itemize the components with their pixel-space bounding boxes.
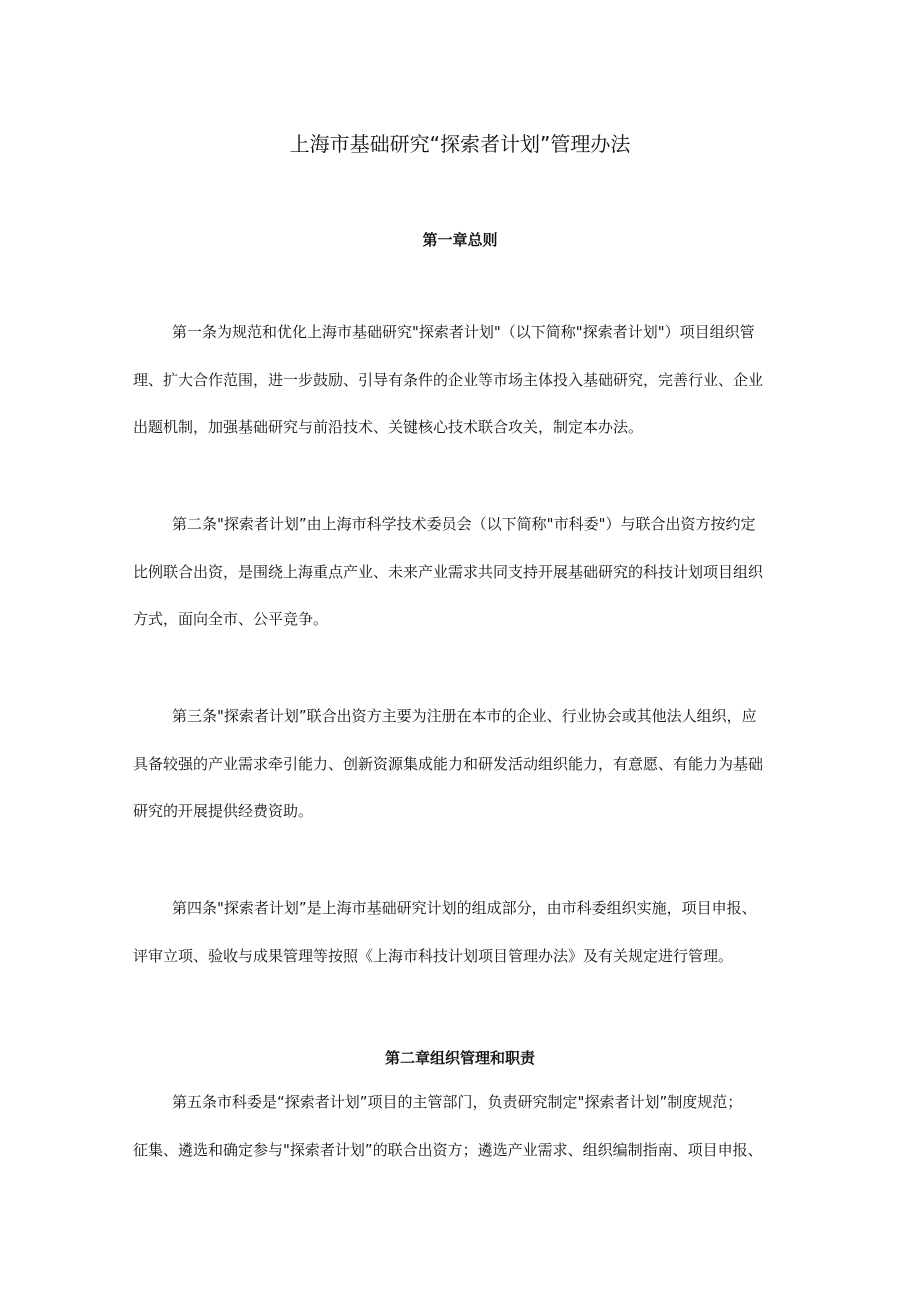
- article-1-line-1: 第一条为规范和优化上海市基础研究"探索者计划"（以下简称"探索者计划"）项目组织管: [172, 323, 755, 341]
- chapter-heading-2: 第二章组织管理和职责: [384, 1049, 535, 1067]
- article-4: [133, 885, 788, 980]
- article-2-line-3: 方式，面向全市、公平竞争。: [133, 610, 329, 628]
- chapter-heading-1: 第一章总则: [422, 231, 498, 249]
- article-3: [133, 693, 788, 836]
- article-1: [133, 309, 788, 452]
- article-3-line-1: 第三条"探索者计划”联合出资方主要为注册在本市的企业、行业协会或其他法人组织，应: [172, 707, 757, 725]
- article-5-line-2: 征集、遴选和确定参与"探索者计划”的联合出资方；遴选产业需求、组织编制指南、项目申报、: [133, 1140, 763, 1159]
- article-5-line-1: 第五条市科委是“探索者计划”项目的主管部门，负责研究制定"探索者计划”制度规范；: [172, 1093, 743, 1111]
- article-2-line-1: 第二条"探索者计划”由上海市科学技术委员会（以下简称"市科委"）与联合出资方按约定: [172, 515, 756, 533]
- article-2-line-2: 比例联合出资，是围绕上海重点产业、未来产业需求共同支持开展基础研究的科技计划项目组织: [133, 562, 764, 581]
- article-2: [133, 501, 788, 644]
- article-5: [133, 1079, 788, 1174]
- document-title: 上海市基础研究“探索者计划”管理办法: [289, 132, 631, 156]
- article-1-line-3: 出题机制，加强基础研究与前沿技术、关键核心技术联合攻关，制定本办法。: [133, 418, 644, 436]
- article-1-line-2: 理、扩大合作范围，进一步鼓励、引导有条件的企业等市场主体投入基础研究，完善行业、企业: [133, 370, 764, 389]
- article-4-line-1: 第四条"探索者计划”是上海市基础研究计划的组成部分，由市科委组织实施，项目申报、: [172, 899, 757, 917]
- article-3-line-3: 研究的开展提供经费资助。: [133, 802, 314, 820]
- article-3-line-2: 具备较强的产业需求牵引能力、创新资源集成能力和研发活动组织能力，有意愿、有能力为基础: [133, 754, 764, 773]
- article-4-line-2: 评审立项、验收与成果管理等按照《上海市科技计划项目管理办法》及有关规定进行管理。: [133, 946, 734, 965]
